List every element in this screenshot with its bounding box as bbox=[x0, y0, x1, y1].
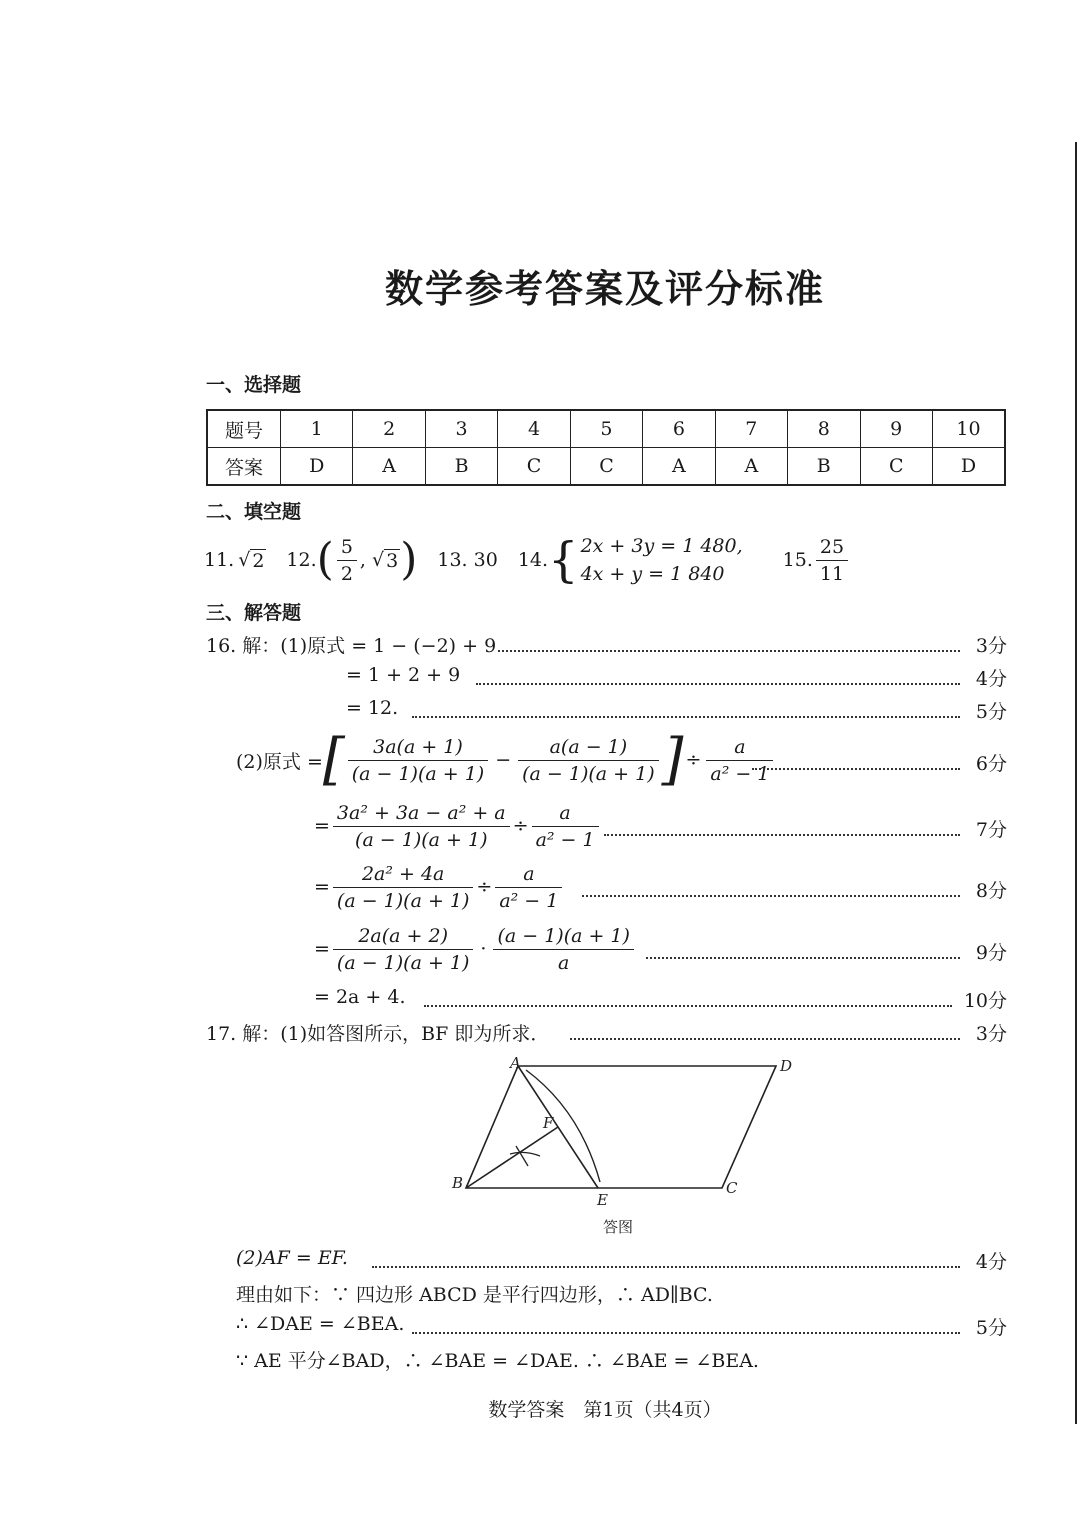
table-cell: 6 bbox=[643, 410, 715, 448]
table-row bbox=[207, 448, 1005, 486]
q14-system bbox=[581, 532, 743, 588]
score-label: 9分 bbox=[975, 942, 1007, 964]
score-label: 3分 bbox=[975, 1023, 1007, 1045]
q17-reason: 理由如下：∵ 四边形 ABCD 是平行四边形，∴ AD∥BC. bbox=[236, 1284, 713, 1306]
leader-dots bbox=[476, 683, 960, 685]
q12-label: 12. bbox=[286, 549, 317, 571]
right-paren-icon: ) bbox=[400, 534, 418, 585]
score-label: 4分 bbox=[975, 1251, 1007, 1273]
score-label: 4分 bbox=[975, 668, 1007, 690]
table-cell: 1 bbox=[281, 410, 353, 448]
leader-dots bbox=[372, 1266, 960, 1268]
figure-caption: 答图 bbox=[603, 1218, 634, 1236]
table-cell: 5 bbox=[570, 410, 642, 448]
q16-part2-line-2: = $\frac{\text{3a² + 3a − a² + a}}{(a - 1)(a + 1)}$ ÷ $\frac{a}{\text{a² − 1}}$ bbox=[314, 798, 602, 854]
table-row bbox=[207, 410, 1005, 448]
leader-dots bbox=[498, 650, 960, 652]
table-header-cell: 题号 bbox=[207, 410, 281, 448]
leader-dots bbox=[412, 716, 960, 718]
table-header-cell: 答案 bbox=[207, 448, 281, 486]
table-cell: 2 bbox=[353, 410, 425, 448]
table-cell: A bbox=[643, 448, 715, 486]
parallelogram-figure bbox=[440, 1050, 820, 1240]
q16-part2-line-3: = $\frac{\text{2a² + 4a}}{(a - 1)(a + 1)}$ ÷ $\frac{a}{\text{a² − 1}}$ bbox=[314, 859, 565, 915]
right-bracket-icon: ] bbox=[661, 727, 684, 792]
q11-label: 11. bbox=[204, 549, 235, 571]
score-label: 7分 bbox=[975, 819, 1007, 841]
leader-dots bbox=[424, 1005, 952, 1007]
figure-label: B bbox=[452, 1174, 464, 1192]
leader-dots bbox=[604, 834, 960, 836]
q16-part2-line-4: = $\frac{2a(a + 2)}{(a - 1)(a + 1)}$ · $\frac{(a - 1)(a + 1)}{a}$ bbox=[314, 921, 637, 977]
table-cell: A bbox=[353, 448, 425, 486]
figure-label: F bbox=[543, 1114, 554, 1132]
leader-dots bbox=[646, 957, 960, 959]
fill-answers: 11. √ 2 12. ( $\frac{5}{2}$ , √ 3 ) 13. 30 14. { 2x + 3y = 1 480, 4x + y = 1 840 15. $\frac{25}{11}$ bbox=[204, 532, 851, 588]
table-cell: A bbox=[715, 448, 787, 486]
score-label: 6分 bbox=[975, 753, 1007, 775]
q16-line-2: = 1 + 2 + 9 bbox=[346, 664, 461, 686]
score-label: 5分 bbox=[975, 701, 1007, 723]
table-cell: 8 bbox=[788, 410, 860, 448]
section-heading-choice: 一、选择题 bbox=[206, 374, 302, 396]
table-cell: 9 bbox=[860, 410, 932, 448]
section-heading-solve: 三、解答题 bbox=[206, 602, 302, 624]
table-cell: 7 bbox=[715, 410, 787, 448]
q11-radicand: 2 bbox=[252, 549, 265, 572]
table-cell: D bbox=[932, 448, 1005, 486]
q16-final: = 2a + 4. bbox=[314, 986, 406, 1008]
figure-label: D bbox=[780, 1057, 793, 1075]
parallelogram-abcd bbox=[466, 1066, 776, 1188]
q17-line-4: ∵ AE 平分∠BAD，∴ ∠BAE = ∠DAE. ∴ ∠BAE = ∠BEA. bbox=[236, 1350, 759, 1372]
score-label: 8分 bbox=[975, 880, 1007, 902]
q12-radicand: 3 bbox=[386, 549, 399, 572]
leader-dots bbox=[582, 895, 960, 897]
q17-line-1: 17. 解：(1)如答图所示，BF 即为所求． bbox=[206, 1023, 550, 1045]
table-cell: C bbox=[498, 448, 570, 486]
score-label: 3分 bbox=[975, 635, 1007, 657]
section-heading-fill: 二、填空题 bbox=[206, 501, 302, 523]
table-cell: 10 bbox=[932, 410, 1005, 448]
figure-label: E bbox=[597, 1191, 608, 1209]
score-label: 10分 bbox=[963, 990, 1007, 1012]
table-cell: D bbox=[281, 448, 353, 486]
leader-dots bbox=[752, 768, 960, 770]
table-cell: C bbox=[570, 448, 642, 486]
table-cell: B bbox=[425, 448, 497, 486]
q14-equation-2: 4x + y = 1 840 bbox=[580, 563, 725, 585]
table-cell: C bbox=[860, 448, 932, 486]
q17-line-3: ∴ ∠DAE = ∠BEA. bbox=[236, 1313, 405, 1335]
page-title: 数学参考答案及评分标准 bbox=[384, 267, 825, 311]
q15-label: 15. bbox=[782, 549, 813, 571]
construction-arc bbox=[526, 1070, 600, 1182]
leader-dots bbox=[412, 1332, 960, 1334]
figure-label: A bbox=[510, 1054, 521, 1072]
q16-line-1: 16. 解：(1)原式 = 1 − (−2) + 9 bbox=[206, 635, 497, 657]
q15-fraction: $\frac{25}{11}$ bbox=[816, 536, 848, 585]
left-brace-icon: { bbox=[548, 532, 579, 588]
q14-equation-1: 2x + 3y = 1 480, bbox=[580, 535, 743, 557]
left-bracket-icon: [ bbox=[322, 727, 345, 792]
score-label: 5分 bbox=[975, 1317, 1007, 1339]
table-cell: 4 bbox=[498, 410, 570, 448]
page-edge-line bbox=[1075, 142, 1077, 1424]
sqrt-icon: √ bbox=[372, 549, 385, 571]
q16-line-3: = 12. bbox=[346, 697, 399, 719]
table-cell: 3 bbox=[425, 410, 497, 448]
q12-fraction: $\frac{5}{2}$ bbox=[337, 536, 357, 585]
q14-label: 14. bbox=[517, 549, 549, 571]
answer-table bbox=[206, 409, 1006, 486]
q17-part2: (2)AF = EF. bbox=[236, 1247, 348, 1269]
sqrt-icon: √ bbox=[238, 549, 251, 571]
page-footer: 数学答案 第1页（共4页） bbox=[488, 1399, 722, 1421]
table-cell: B bbox=[788, 448, 860, 486]
figure-label: C bbox=[726, 1179, 738, 1197]
q13-answer: 13. 30 bbox=[437, 549, 498, 571]
leader-dots bbox=[570, 1038, 960, 1040]
q16-part2-line-1: (2)原式 = [ $\frac{3a(a + 1)}{(a - 1)(a + 1)}$ − $\frac{a(a - 1)}{(a - 1)(a + 1)}$ ] ÷ $\frac{a}{\text{a² − 1}}$ bbox=[236, 732, 776, 788]
left-paren-icon: ( bbox=[316, 534, 334, 585]
